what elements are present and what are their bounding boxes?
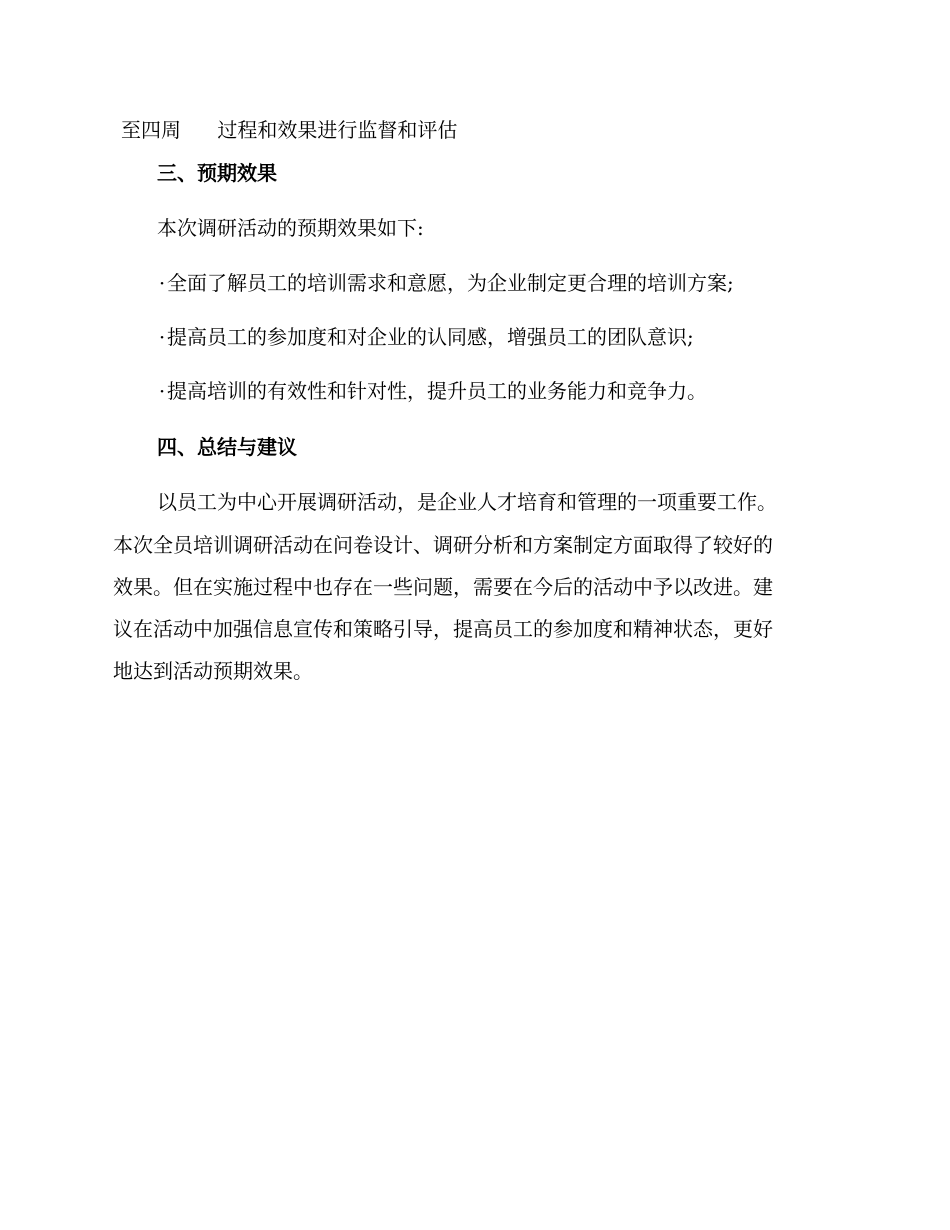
- section-heading-expected-results: 三、预期效果: [157, 161, 277, 185]
- schedule-description-cell: 过程和效果进行监督和评估: [217, 118, 458, 142]
- bullet-text: 全面了解员工的培训需求和意愿，为企业制定更合理的培训方案;: [167, 271, 734, 295]
- bullet-text: 提高员工的参加度和对企业的认同感，增强员工的团队意识;: [167, 325, 694, 349]
- schedule-table-last-row: [121, 116, 457, 144]
- summary-paragraph-line: 议在活动中加强信息宣传和策略引导，提高员工的参加度和精神状态，更好: [113, 617, 773, 641]
- schedule-period-cell: 至四周: [121, 118, 181, 142]
- summary-paragraph-line: 本次全员培训调研活动在问卷设计、调研分析和方案制定方面取得了较好的: [113, 533, 773, 557]
- expected-results-intro: 本次调研活动的预期效果如下:: [157, 216, 424, 240]
- expected-result-bullet: [157, 269, 734, 297]
- bullet-marker: ·: [158, 271, 166, 295]
- summary-paragraph-line: 地达到活动预期效果。: [113, 659, 313, 683]
- bullet-marker: ·: [158, 325, 166, 349]
- summary-paragraph-line: 以员工为中心开展调研活动，是企业人才培育和管理的一项重要工作。: [157, 490, 777, 514]
- summary-paragraph-line: 效果。但在实施过程中也存在一些问题，需要在今后的活动中予以改进。建: [113, 575, 773, 599]
- bullet-marker: ·: [158, 379, 166, 403]
- bullet-text: 提高培训的有效性和针对性，提升员工的业务能力和竞争力。: [167, 379, 707, 403]
- expected-result-bullet: [157, 377, 707, 405]
- expected-result-bullet: [157, 323, 694, 351]
- section-heading-summary: 四、总结与建议: [157, 435, 297, 459]
